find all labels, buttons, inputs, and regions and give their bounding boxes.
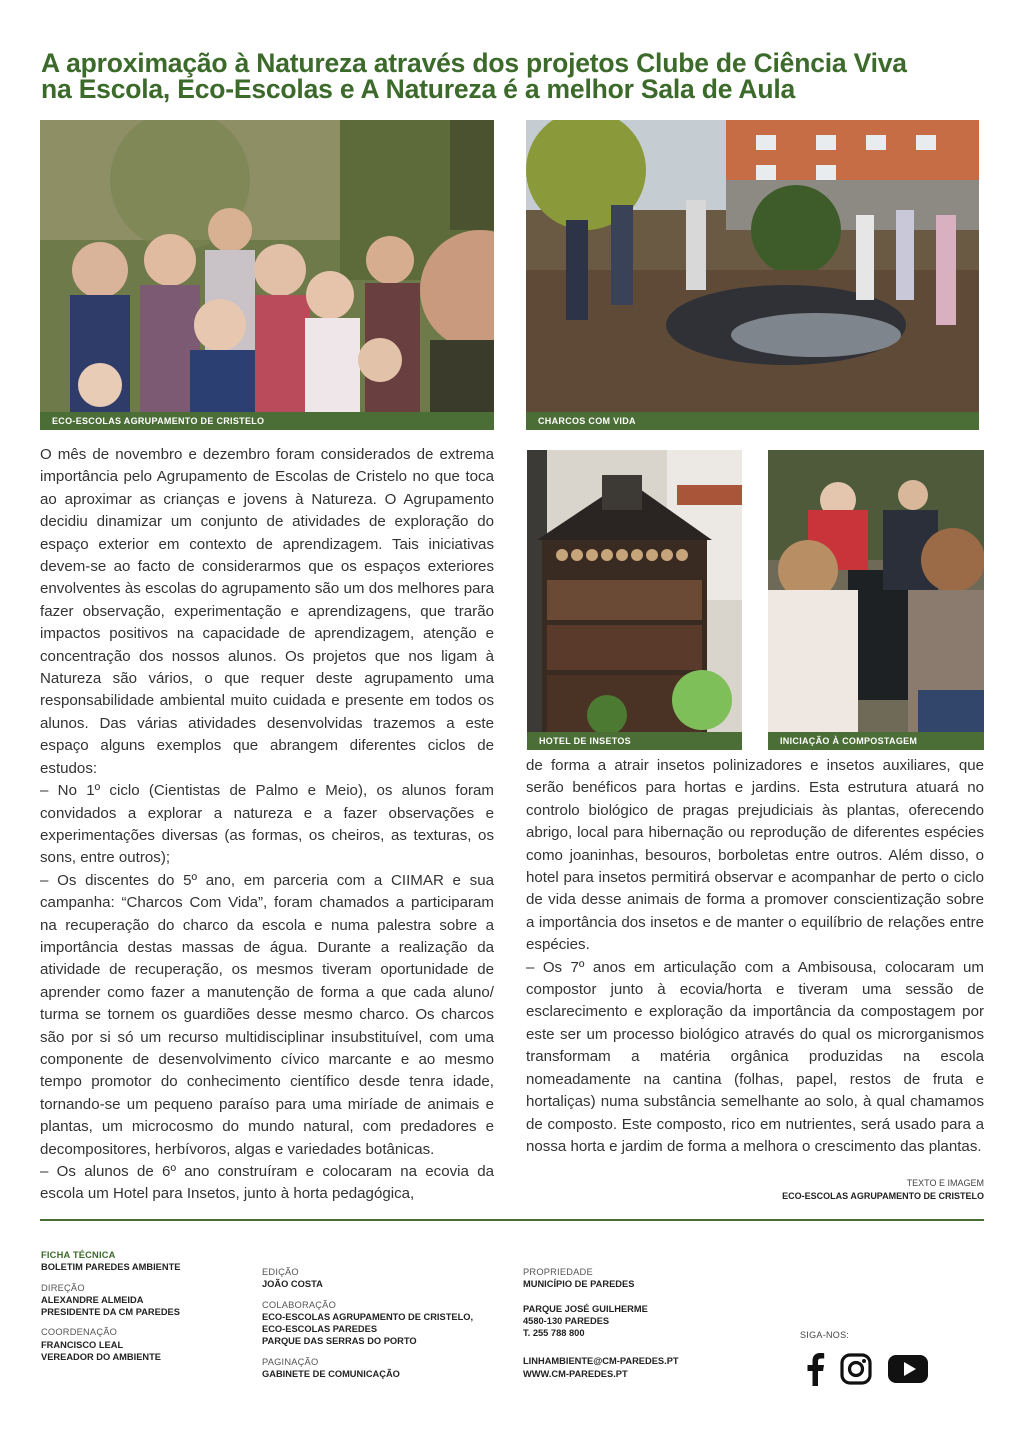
photo-charcos	[526, 120, 979, 430]
photo-eco-escolas	[40, 120, 494, 430]
photo-caption: CHARCOS COM VIDA	[526, 412, 979, 430]
paragraph: – Os discentes do 5º ano, em parceria com a CIIMAR e sua campanha: “Charcos Com Vida”, foram chamados a participaram na recuperação do charco da escola e numa palestra sobre a importância destas massas de água. Durante a realização da atividade de recuperação, os mesmos tiveram oportunidade de aprender como fazer a manutenção de forma a que cada aluno/ turma se tornem os guardiões desse mesmo charco. Os charcos são por si só um recurso multidisciplinar insubstituível, com uma componente de desenvolvimento cívico marcante e ao mesmo tempo promotor do conhecimento científico desde tenra idade, tornando-se um pequeno paraíso para uma miríade de animais e plantas, um microcosmo do mundo natural, com predadores e decompositores, herbívoros, algas e variedades botânicas.	[40, 871, 494, 1158]
footer-column-3	[523, 1266, 743, 1380]
paginacao-label: PAGINAÇÃO	[262, 1356, 319, 1367]
right-column-text	[526, 755, 984, 1158]
address-line-1: PARQUE JOSÉ GUILHERME	[523, 1303, 648, 1314]
phone: T. 255 788 800	[523, 1328, 585, 1339]
colaboracao-label: COLABORAÇÃO	[262, 1299, 337, 1310]
photo-pond-restoration	[526, 120, 979, 412]
title-line-1: A aproximação à Natureza através dos projetos Clube de Ciência Viva	[41, 48, 907, 78]
colaboracao-value-2: ECO-ESCOLAS PAREDES	[262, 1324, 378, 1335]
photo-insect-hotel	[527, 450, 742, 732]
social-follow	[800, 1330, 849, 1340]
photo-children-selfie	[40, 120, 494, 412]
photo-hotel-insetos	[527, 450, 742, 750]
credit-label: TEXTO E IMAGEM	[906, 1178, 984, 1188]
footer-divider	[40, 1219, 984, 1221]
website-link[interactable]: WWW.CM-PAREDES.PT	[523, 1368, 628, 1379]
email-link[interactable]: LINHAMBIENTE@CM-PAREDES.PT	[523, 1356, 679, 1367]
direcao-role: PRESIDENTE DA CM PAREDES	[41, 1307, 180, 1318]
left-column-text	[40, 444, 494, 1206]
photo-composting-activity	[768, 450, 984, 732]
ficha-tecnica-value: BOLETIM PAREDES AMBIENTE	[41, 1262, 181, 1273]
photo-compostagem	[768, 450, 984, 750]
colaboracao-value-1: ECO-ESCOLAS AGRUPAMENTO DE CRISTELO,	[262, 1311, 474, 1322]
article-title	[41, 50, 991, 102]
propriedade-label: PROPRIEDADE	[523, 1267, 593, 1277]
photo-caption: INICIAÇÃO À COMPOSTAGEM	[768, 732, 984, 750]
title-line-2: na Escola, Eco-Escolas e A Natureza é a melhor Sala de Aula	[41, 74, 796, 104]
facebook-icon[interactable]	[804, 1352, 826, 1391]
ficha-tecnica-label: FICHA TÉCNICA	[41, 1250, 116, 1260]
photo-caption: HOTEL DE INSETOS	[527, 732, 742, 750]
edicao-value: JOÃO COSTA	[262, 1279, 323, 1290]
coordenacao-role: VEREADOR DO AMBIENTE	[41, 1352, 162, 1363]
edicao-label: EDIÇÃO	[262, 1267, 299, 1277]
photo-caption: ECO-ESCOLAS AGRUPAMENTO DE CRISTELO	[40, 412, 494, 430]
coordenacao-label: COORDENAÇÃO	[41, 1327, 118, 1338]
direcao-label: DIREÇÃO	[41, 1282, 85, 1293]
paragraph: – Os 7º anos em articulação com a Ambisousa, colocaram um compostor junto à ecovia/horta e tiveram uma sessão de esclarecimento e exploração da importância da compostagem por este ser um processo biológico através do qual os microrganismos transformam a matéria orgânica produzidas na escola nomeadamente na cantina (folhas, papel, restos de fruta e hortaliças) numa substância semelhante ao solo, à qual chamamos de composto. Este composto, rico em nutrientes, será usado para a nossa horta e jardim de forma a melhora o crescimento das plantas.	[526, 958, 984, 1155]
social-icons	[800, 1352, 940, 1392]
direcao-name: ALEXANDRE ALMEIDA	[41, 1294, 144, 1305]
footer-column-2	[262, 1266, 502, 1380]
paragraph: de forma a atrair insetos polinizadores e insetos auxiliares, que serão benéficos para hortas e jardins. Esta estrutura atuará no controlo biológico de pragas prejudiciais às plantas, oferecendo abrigo, local para hibernação ou reprodução de diferentes espécies como joaninhas, besouros, borboletas entre outros. Além disso, o hotel para insetos permitirá observar e acompanhar de perto o ciclo de vida desse animais de forma a promover conscientização sobre a importância dos insetos e de manter o equilíbrio de relações entre espécies.	[526, 757, 984, 954]
text-image-credit	[782, 1177, 984, 1203]
address-line-2: 4580-130 PAREDES	[523, 1315, 610, 1326]
paragraph: – No 1º ciclo (Cientistas de Palmo e Meio), os alunos foram convidados a explorar a natureza e a fazer observações e experimentações diversas (as formas, os cheiros, as texturas, os sons, entre outros);	[40, 782, 494, 867]
paginacao-value: GABINETE DE COMUNICAÇÃO	[262, 1369, 400, 1380]
coordenacao-name: FRANCISCO LEAL	[41, 1339, 124, 1350]
footer-column-1	[41, 1249, 251, 1363]
youtube-icon[interactable]	[888, 1355, 928, 1388]
propriedade-value: MUNICÍPIO DE PAREDES	[523, 1279, 635, 1290]
paragraph: – Os alunos de 6º ano construíram e colocaram na ecovia da escola um Hotel para Insetos, junto à horta pedagógica,	[40, 1163, 494, 1203]
paragraph: O mês de novembro e dezembro foram considerados de extrema importância pelo Agrupamento de Escolas de Cristelo no que toca ao aproximar as crianças e jovens à Natureza. O Agrupamento decidiu dinamizar um conjunto de atividades de exploração do espaço exterior em contexto de aprendizagem. Tais iniciativas devem-se ao facto de considerarmos que os espaços exteriores envolventes às escolas do agrupamento são um dos melhores para fazer observação, experimentação e aprendizagens, que trarão impactos positivos na capacidade de aprendizagem, atenção e concentração dos nossos alunos. Os projetos que nos ligam à Natureza são vários, o que requer deste agrupamento uma responsabilidade ambiental muito cuidada e presente em todos os alunos. Das várias atividades desenvolvidas trazemos a este espaço alguns exemplos que abrangem diferentes ciclos de estudos:	[40, 446, 494, 777]
instagram-icon[interactable]	[840, 1353, 872, 1390]
credit-value: ECO-ESCOLAS AGRUPAMENTO DE CRISTELO	[782, 1191, 984, 1201]
colaboracao-value-3: PARQUE DAS SERRAS DO PORTO	[262, 1336, 417, 1347]
follow-label: SIGA-NOS:	[800, 1330, 850, 1340]
